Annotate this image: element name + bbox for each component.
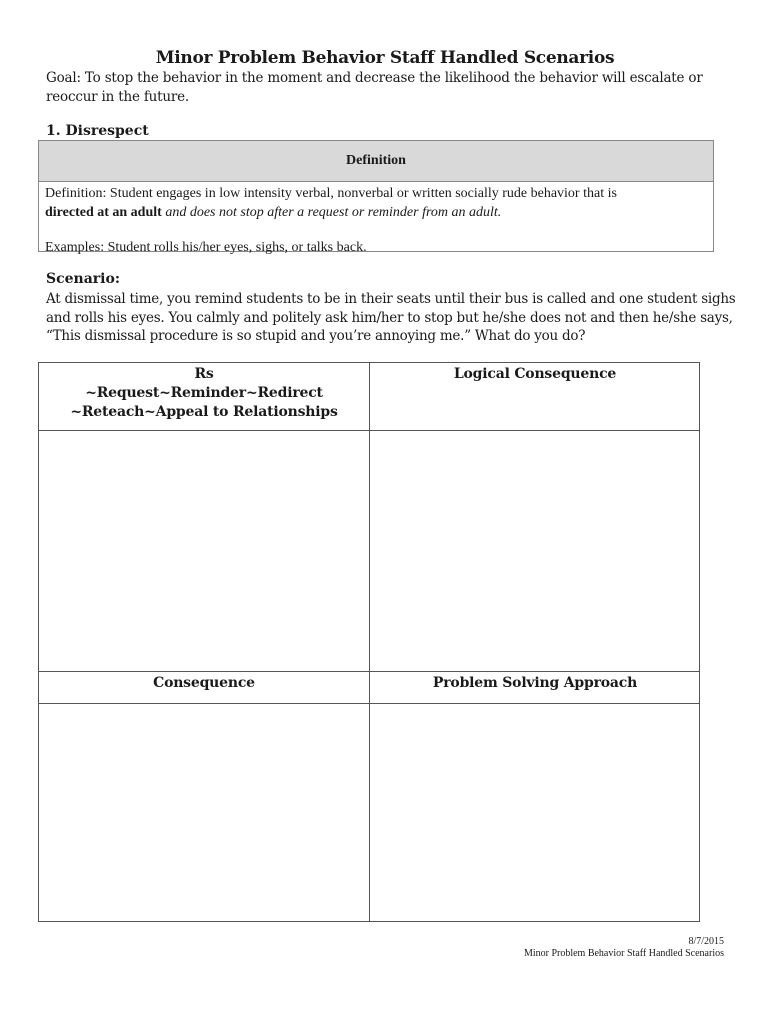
definition-text: Definition: Student engages in low intensity verbal, nonverbal or written socially rude behavior that is	[45, 186, 617, 201]
scenario-label: Scenario:	[46, 271, 120, 287]
section-heading: 1. Disrespect	[46, 123, 149, 139]
definition-header: Definition	[39, 141, 713, 182]
rs-header	[39, 365, 369, 422]
page-title: Minor Problem Behavior Staff Handled Scenarios	[155, 48, 615, 68]
goal-text: Goal: To stop the behavior in the moment and decrease the likelihood the behavior will escalate or reoccur in the future.	[46, 70, 703, 105]
definition-italic: and does not stop after a request or reminder from an adult.	[161, 205, 502, 220]
rs-subtitle-2: ~Reteach~Appeal to Relationships	[70, 404, 338, 420]
definition-emphasis: directed at an adult	[45, 205, 162, 220]
problem-solving-answer-area[interactable]	[370, 704, 700, 921]
footer-date: 8/7/2015	[688, 936, 724, 947]
rs-subtitle-1: ~Request~Reminder~Redirect	[85, 385, 323, 401]
rs-title: Rs	[194, 366, 214, 382]
consequence-header: Consequence	[153, 675, 255, 691]
rs-answer-area[interactable]	[39, 431, 369, 671]
definition-examples: Examples: Student rolls his/her eyes, sighs, or talks back.	[45, 240, 367, 255]
logical-consequence-header: Logical Consequence	[453, 366, 617, 382]
problem-solving-header: Problem Solving Approach	[432, 675, 638, 691]
scenario-text: At dismissal time, you remind students to be in their seats until their bus is called and one student sighs and rolls his eyes. You calmly and politely ask him/her to stop but he/she does not and then he/she says, “This dismissal procedure is so stupid and you’re annoying me.” What do you do?	[46, 291, 736, 344]
grid-divider-2	[39, 671, 699, 672]
logical-consequence-answer-area[interactable]	[370, 431, 700, 671]
definition-table	[38, 140, 714, 255]
response-grid	[38, 362, 700, 922]
consequence-answer-area[interactable]	[39, 704, 369, 921]
definition-body	[39, 182, 713, 259]
footer-doc-title: Minor Problem Behavior Staff Handled Scenarios	[523, 948, 724, 959]
